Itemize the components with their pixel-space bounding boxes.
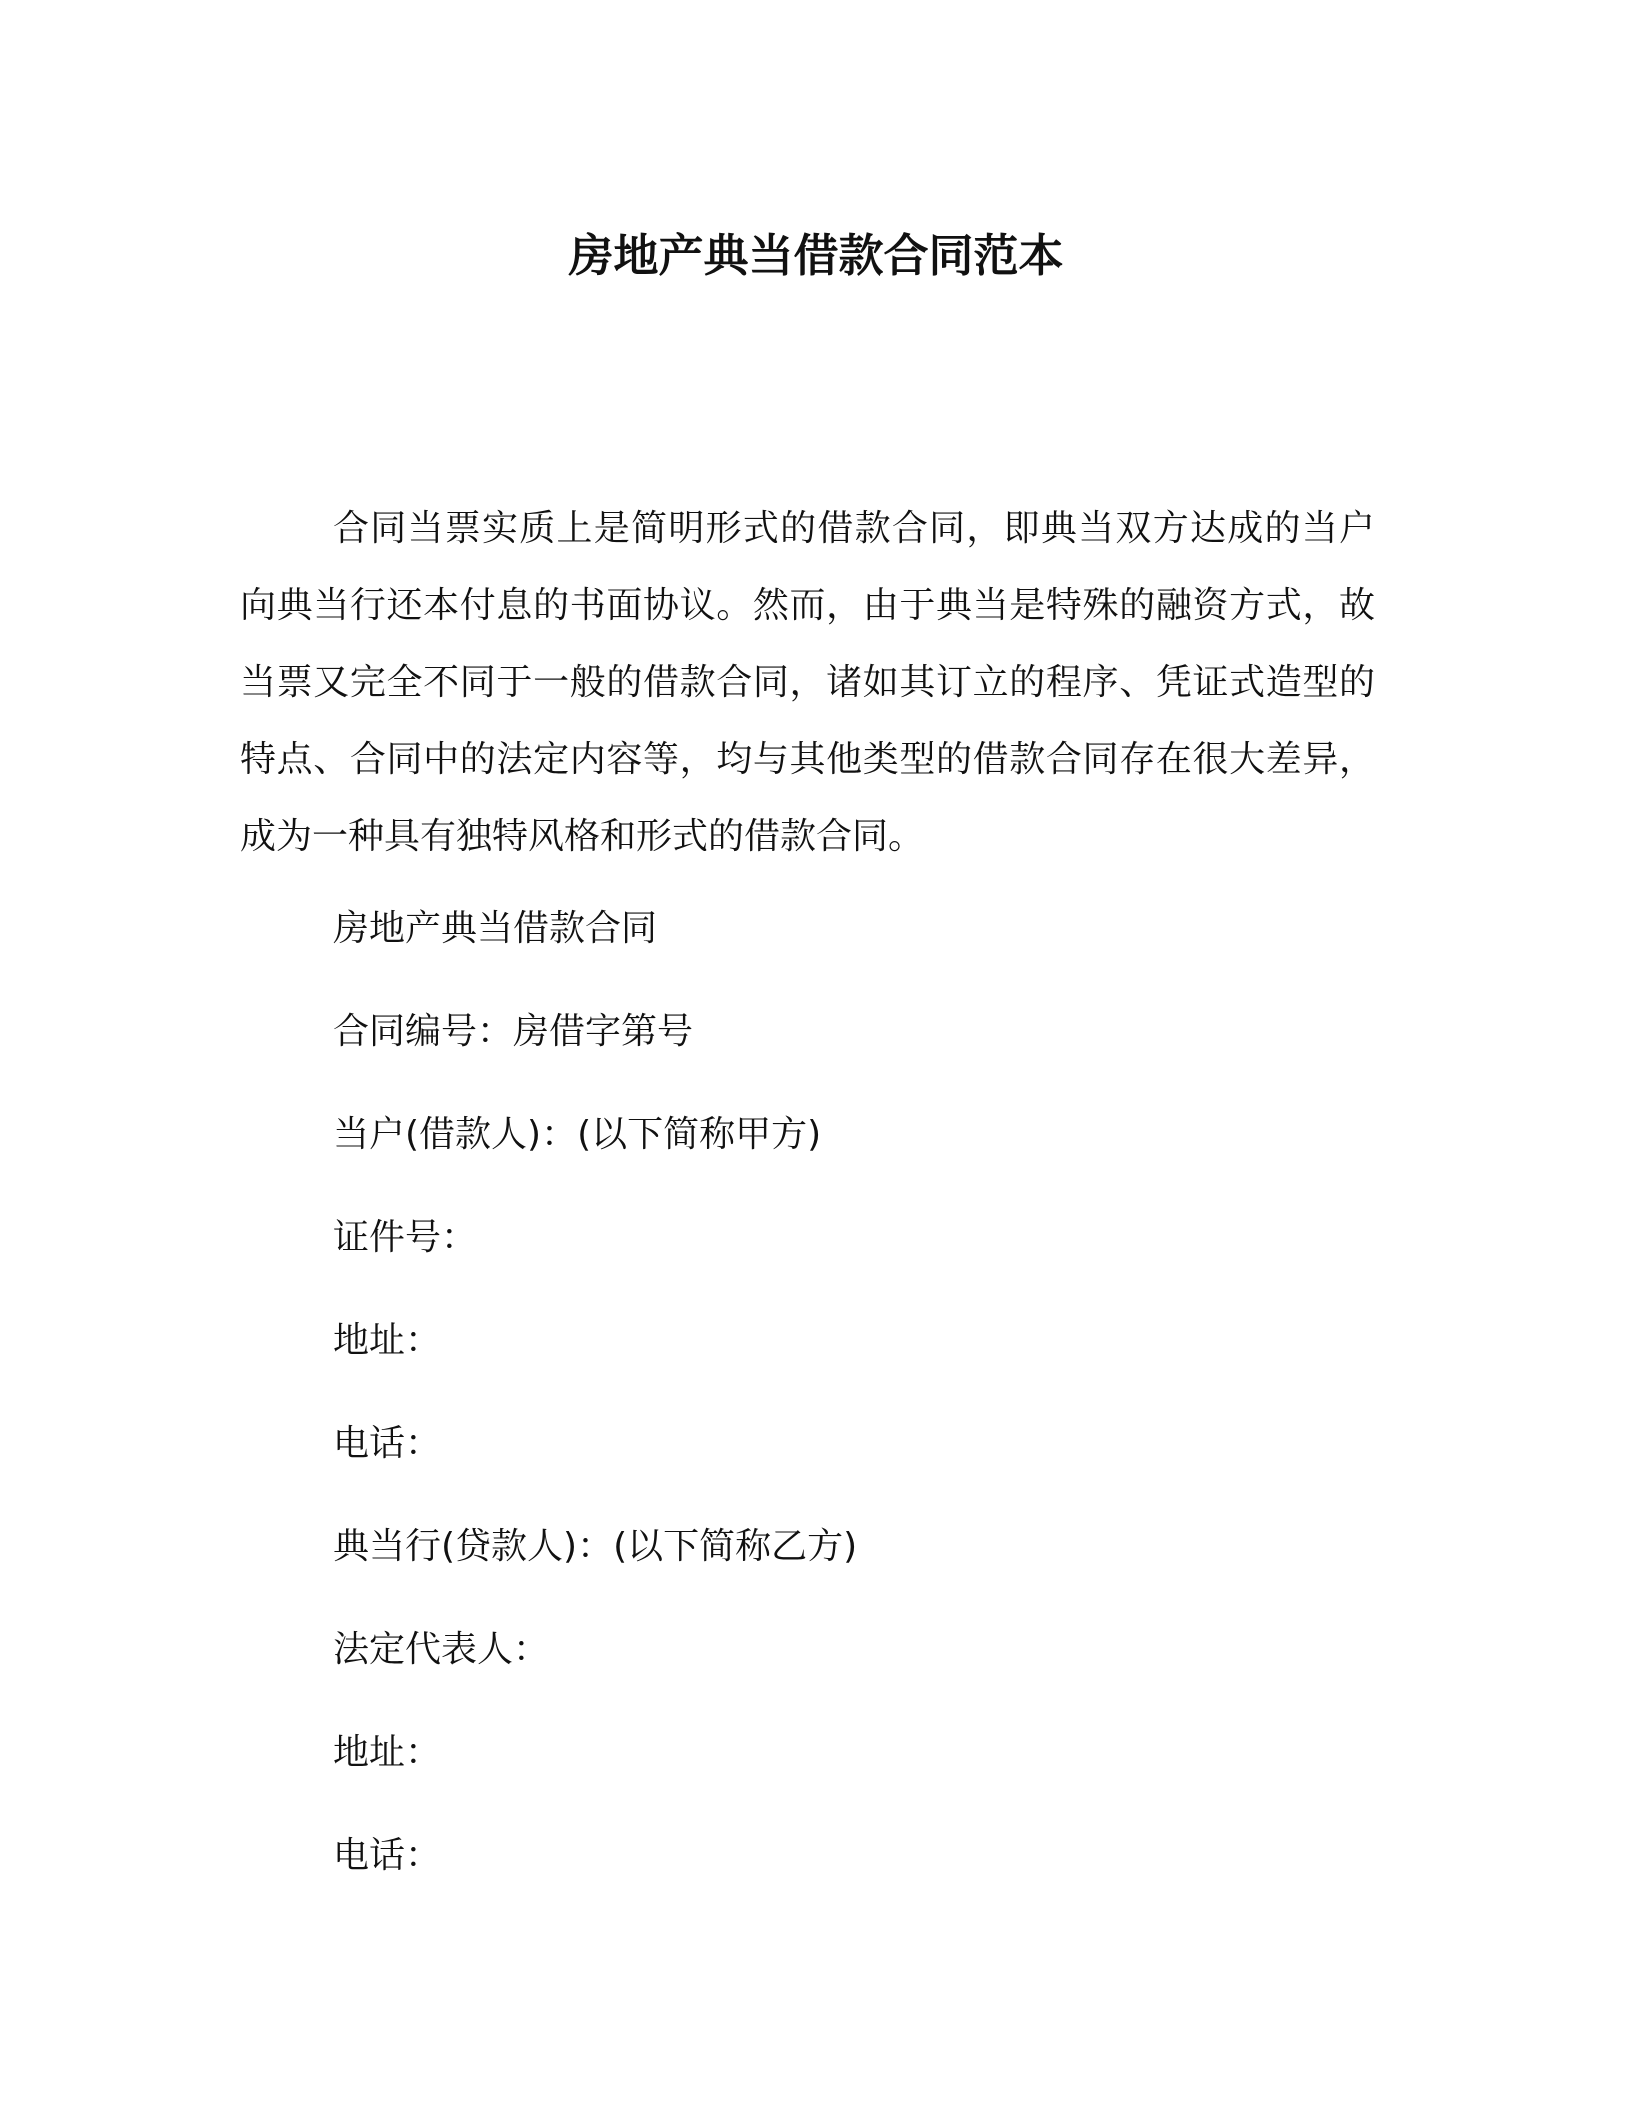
- contract-heading: 房地产典当借款合同: [333, 908, 658, 949]
- lender-phone-line: 电话：: [333, 1835, 442, 1876]
- lender-address-line: 地址：: [333, 1732, 442, 1773]
- borrower-phone-line: 电话：: [333, 1423, 442, 1464]
- id-number-line: 证件号：: [333, 1217, 478, 1258]
- intro-paragraph: 合同当票实质上是简明形式的借款合同，即典当双方达成的当户向典当行还本付息的书面协议。然而，由于典当是特殊的融资方式，故当票又完全不同于一般的借款合同，诸如其订立的程序、凭证式造型的特点、合同中的法定内容等，均与其他类型的借款合同存在很大差异，成为一种具有独特风格和形式的借款合同。: [240, 508, 1375, 857]
- contract-number-line: 合同编号：房借字第号: [333, 1011, 694, 1052]
- borrower-address-line: 地址：: [333, 1320, 442, 1361]
- borrower-line: 当户(借款人)：(以下简称甲方): [333, 1114, 822, 1155]
- document-title: 房地产典当借款合同范本: [568, 229, 1064, 282]
- legal-representative-line: 法定代表人：: [333, 1629, 550, 1670]
- lender-line: 典当行(贷款人)：(以下简称乙方): [333, 1526, 858, 1567]
